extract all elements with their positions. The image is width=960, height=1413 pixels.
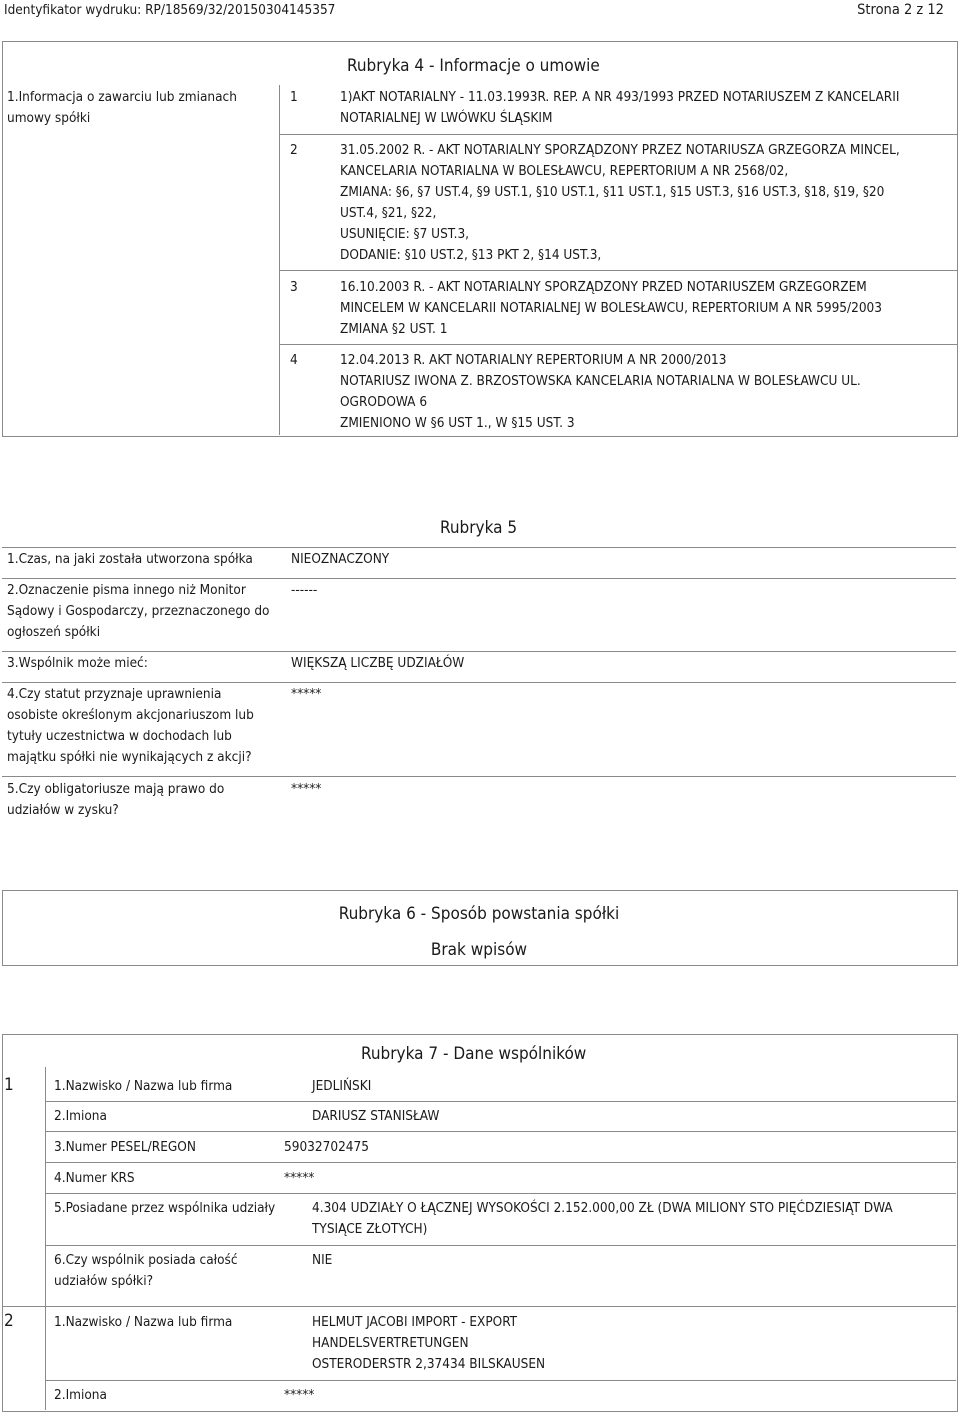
partner-2-label-name: 1.Nazwisko / Nazwa lub firma <box>54 1314 233 1330</box>
umowa-entry-1: 1)AKT NOTARIALNY - 11.03.1993R. REP. A NR 493/1993 PRZED NOTARIUSZEM Z KANCELARII NOTARIALNEJ W LWÓWKU ŚLĄSKIM <box>340 89 900 126</box>
rubryka-4-label: 1.Informacja o zawarciu lub zmianach umowy spółki <box>7 89 237 126</box>
rubryka-7-title: Rubryka 7 - Dane wspólników <box>361 1044 587 1064</box>
rubryka-5-label-5: 5.Czy obligatoriusze mają prawo do udziałów w zysku? <box>7 781 225 818</box>
partner-1-label-krs: 4.Numer KRS <box>54 1170 135 1186</box>
partner-1-label-name: 1.Nazwisko / Nazwa lub firma <box>54 1078 233 1094</box>
partner-1-value-pesel: 59032702475 <box>284 1139 369 1155</box>
partner-1-value-shares: 4.304 UDZIAŁY O ŁĄCZNEJ WYSOKOŚCI 2.152.000,00 ZŁ (DWA MILIONY STO PIĘĆDZIESIĄT DWA TYSIĄCE ZŁOTYCH) <box>312 1200 893 1237</box>
umowa-entry-3: 16.10.2003 R. - AKT NOTARIALNY SPORZĄDZONY PRZED NOTARIUSZEM GRZEGORZEM MINCELEM W KANCELARII NOTARIALNEJ W BOLESŁAWCU, REPERTORIUM A NR 5995/2003 ZMIANA §2 UST. 1 <box>340 279 883 337</box>
partner-1-value-krs: ***** <box>284 1170 315 1186</box>
rubryka-5-label-1: 1.Czas, na jaki została utworzona spółka <box>7 551 253 567</box>
partner-1-label-whole: 6.Czy wspólnik posiada całość udziałów spółki? <box>54 1252 238 1289</box>
partner-1-label-first-names: 2.Imiona <box>54 1108 107 1124</box>
partner-number: 2 <box>4 1311 14 1331</box>
umowa-entry-num: 3 <box>290 279 298 295</box>
partner-1-label-shares: 5.Posiadane przez wspólnika udziały <box>54 1200 276 1216</box>
rubryka-5-value-3: WIĘKSZĄ LICZBĘ UDZIAŁÓW <box>291 655 465 671</box>
umowa-entry-num: 2 <box>290 142 298 158</box>
rubryka-5-value-2: ------ <box>291 582 318 598</box>
umowa-entry-4: 12.04.2013 R. AKT NOTARIALNY REPERTORIUM A NR 2000/2013 NOTARIUSZ IWONA Z. BRZOSTOWSKA KANCELARIA NOTARIALNA W BOLESŁAWCU UL. OGRODOWA 6 ZMIENIONO W §6 UST 1., W §15 UST. 3 <box>340 352 861 431</box>
partner-1-value-name: JEDLIŃSKI <box>312 1078 372 1094</box>
rubryka-5-label-3: 3.Wspólnik może mieć: <box>7 655 148 671</box>
rubryka-6-subtitle: Brak wpisów <box>430 940 528 960</box>
partner-2-value-first-names: ***** <box>284 1387 315 1403</box>
rubryka-5-value-1: NIEOZNACZONY <box>291 551 390 567</box>
rubryka-4-title: Rubryka 4 - Informacje o umowie <box>347 56 600 76</box>
rubryka-5-label-4: 4.Czy statut przyznaje uprawnienia osobiste określonym akcjonariuszom lub tytuły uczestnictwa w dochodach lub majątku spółki nie wynikających z akcji? <box>7 686 254 765</box>
partner-number: 1 <box>4 1075 14 1095</box>
partner-1-label-pesel: 3.Numer PESEL/REGON <box>54 1139 196 1155</box>
page-number: Strona 2 z 12 <box>857 2 944 18</box>
rubryka-5-value-5: ***** <box>291 781 322 797</box>
umowa-entry-num: 1 <box>290 89 298 105</box>
partner-2-label-first-names: 2.Imiona <box>54 1387 107 1403</box>
print-identifier: Identyfikator wydruku: RP/18569/32/20150304145357 <box>4 2 336 18</box>
umowa-entry-num: 4 <box>290 352 298 368</box>
partner-2-value-name: HELMUT JACOBI IMPORT - EXPORT HANDELSVERTRETUNGEN OSTERODERSTR 2,37434 BILSKAUSEN <box>312 1314 546 1372</box>
rubryka-5-label-2: 2.Oznaczenie pisma innego niż Monitor Sądowy i Gospodarczy, przeznaczonego do ogłoszeń spółki <box>7 582 270 640</box>
rubryka-5-value-4: ***** <box>291 686 322 702</box>
umowa-entry-2: 31.05.2002 R. - AKT NOTARIALNY SPORZĄDZONY PRZEZ NOTARIUSZA GRZEGORZA MINCEL, KANCELARIA NOTARIALNA W BOLESŁAWCU, REPERTORIUM A NR 2568/02, ZMIANA: §6, §7 UST.4, §9 UST.1, §10 UST.1, §11 UST.1, §15 UST.3, §16 UST.3, §18, §19, §20 UST.4, §21, §22, USUNIĘCIE: §7 UST.3, DODANIE: §10 UST.2, §13 PKT 2, §14 UST.3, <box>340 142 900 263</box>
rubryka-6-title: Rubryka 6 - Sposób powstania spółki <box>338 904 620 924</box>
rubryka-5-title: Rubryka 5 <box>440 518 518 538</box>
partner-1-value-whole: NIE <box>312 1252 333 1268</box>
partner-1-value-first-names: DARIUSZ STANISŁAW <box>312 1108 440 1124</box>
